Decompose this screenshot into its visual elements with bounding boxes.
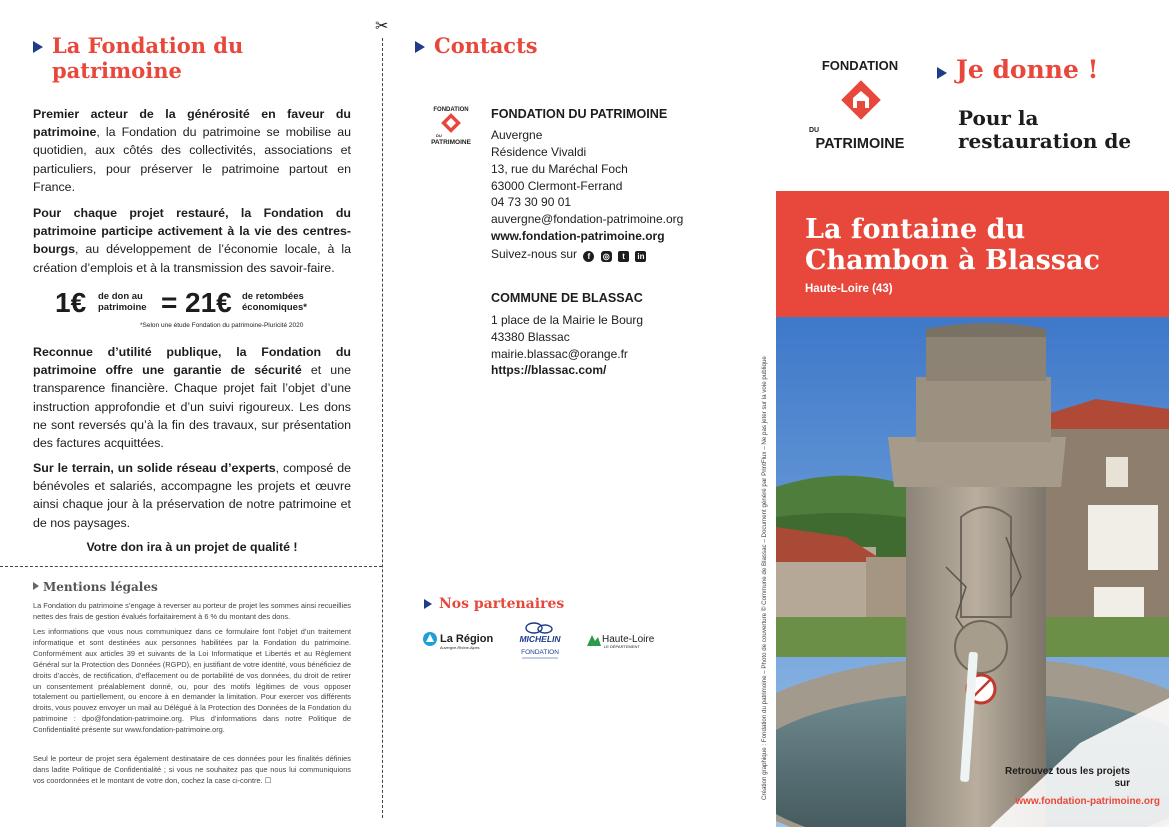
contact-foundation-line: 63000 Clermont-Ferrand bbox=[491, 179, 623, 193]
svg-text:Auvergne-Rhône-Alpes: Auvergne-Rhône-Alpes bbox=[440, 646, 480, 650]
fondation-small-logo bbox=[428, 105, 474, 147]
stat-footnote: *Selon une étude Fondation du patrimoine-Pluricité 2020 bbox=[140, 322, 304, 329]
paragraph-projects: Pour chaque projet restauré, la Fondation du patrimoine participe activement à la vie des centres-bourgs, au développement de l’économie locale, à la création d’emplois et à la transmission des savoir-faire. bbox=[33, 206, 351, 275]
svg-text:Haute-Loire: Haute-Loire bbox=[602, 634, 655, 645]
stat-right-value: 21€ bbox=[185, 287, 232, 318]
svg-text:PATRIMOINE: PATRIMOINE bbox=[431, 139, 471, 146]
svg-text:PATRIMOINE: PATRIMOINE bbox=[815, 136, 905, 152]
svg-text:La Région: La Région bbox=[440, 633, 494, 645]
contact-foundation-line: Auvergne bbox=[491, 128, 543, 142]
triangle-bullet-icon bbox=[33, 41, 43, 53]
project-title: La fontaine du Chambon à Blassac bbox=[805, 214, 1100, 276]
triangle-bullet-icon bbox=[415, 41, 425, 53]
twitter-icon[interactable]: t bbox=[618, 251, 629, 262]
stat-right-text: de retombées économiques* bbox=[242, 291, 307, 313]
contact-foundation-phone: 04 73 30 90 01 bbox=[491, 195, 572, 209]
paragraph-public-utility: Reconnue d’utilité publique, la Fondation du patrimoine offre une garantie de sécurité et une transparence financière. Chaque projet fait l’objet d’une instruction approfondie et d’un suivi rigoureux. Les dons ne sont reversés qu’à la fin des travaux, sur présentation des factures acquittées. bbox=[33, 345, 351, 451]
triangle-bullet-icon bbox=[424, 599, 432, 609]
michelin-foundation-logo bbox=[512, 622, 572, 662]
contact-foundation-name: FONDATION DU PATRIMOINE bbox=[491, 107, 668, 121]
svg-text:FONDATION: FONDATION bbox=[433, 107, 469, 113]
project-banner bbox=[776, 191, 1169, 317]
contact-foundation-line: 13, rue du Maréchal Foch bbox=[491, 162, 628, 176]
project-location: Haute-Loire (43) bbox=[805, 283, 893, 295]
fold-line-vertical bbox=[382, 38, 383, 818]
legal-mentions-title: Mentions légales bbox=[33, 580, 158, 594]
svg-text:FONDATION: FONDATION bbox=[821, 58, 899, 73]
facebook-icon[interactable]: f bbox=[583, 251, 594, 262]
contact-commune-line: 43380 Blassac bbox=[491, 330, 570, 344]
svg-text:MICHELIN: MICHELIN bbox=[519, 634, 561, 644]
contact-commune-email[interactable]: mairie.blassac@orange.fr bbox=[491, 347, 628, 361]
stat-left-value: 1€ bbox=[55, 287, 87, 318]
donation-impact-stat bbox=[55, 287, 355, 327]
paragraph-intro: Premier acteur de la générosité en faveur du patrimoine, la Fondation du patrimoine se mobilise au quotidien, aux côtés des collectivités, associations et particuliers, pour préserver le patrimoine partout en France. bbox=[33, 107, 351, 194]
svg-text:FONDATION: FONDATION bbox=[521, 649, 559, 656]
legal-paragraph-optout: Seul le porteur de projet sera également destinataire de ces données pour les finalités définies dans ladite Politique de Confidentialité ; si vous ne souhaitez pas que nous lui communiquions vos coordonnées et le montant de votre don, cochez la case ci-contre. ☐ bbox=[33, 754, 351, 785]
instagram-icon[interactable]: ◎ bbox=[601, 251, 612, 262]
cut-line-horizontal bbox=[0, 566, 382, 567]
scissors-icon: ✂ bbox=[375, 18, 389, 35]
overlay-website-link[interactable]: www.fondation-patrimoine.org bbox=[1015, 796, 1160, 807]
closing-line: Votre don ira à un projet de qualité ! bbox=[86, 540, 298, 554]
legal-paragraph-fees: La Fondation du patrimoine s’engage à reverser au porteur de projet les sommes ainsi recueillies nettes des frais de gestion évalués forfaitairement à 6 % du montant des dons. bbox=[33, 601, 351, 621]
contact-foundation-website[interactable]: www.fondation-patrimoine.org bbox=[491, 229, 665, 243]
fondation-main-logo bbox=[805, 56, 915, 156]
triangle-bullet-icon bbox=[33, 582, 39, 590]
svg-text:DU: DU bbox=[809, 127, 820, 134]
contact-commune-name: COMMUNE DE BLASSAC bbox=[491, 291, 643, 305]
contact-foundation-email[interactable]: auvergne@fondation-patrimoine.org bbox=[491, 212, 684, 226]
svg-text:DU: DU bbox=[436, 133, 442, 138]
haute-loire-logo bbox=[585, 622, 663, 662]
social-follow-row: Suivez-nous sur f ◎ t in bbox=[491, 247, 645, 261]
stat-left-text: de don au patrimoine bbox=[98, 291, 147, 313]
website-callout-overlay bbox=[990, 698, 1169, 827]
contact-commune-line: 1 place de la Mairie le Bourg bbox=[491, 313, 644, 327]
photo-credits: Création graphique : Fondation du patrimoine – Photo de couverture © Commune de Blassac – Document généré par PrintFlux – Ne pas jeter sur la voie publique bbox=[761, 356, 768, 800]
paragraph-experts: Sur le terrain, un solide réseau d’experts, composé de bénévoles et salariés, accompagne les projets et œuvre ainsi chaque jour à la préservation de notre patrimoine et de nos paysages. bbox=[33, 461, 352, 530]
legal-paragraph-gdpr: Les informations que vous nous communiquez dans ce formulaire font l’objet d’un traitement informatique et sont destinées aux personnes habilitées par la Fondation du patrimoine. Conformément aux articles 39 et suivants de la Loi Informatique et Libertés et au Règlement Général sur la Protection des Données (RGPD), en justifiant de votre identité, vous bénéficiez de droits d’accès, de rectification, d’effacement ou de portabilité de vos données, du droit de retirer un consentement préalablement donné, ou, pour des motifs légitimes de vous opposer totalement ou partiellement, ou encore à en demander la limitation. Pour exercer vos différents droits, vous pouvez envoyer un mail au Délégué à la Protection des Données de la Fondation du patrimoine : dpo@fondation-patrimoine.org. Plus d’informations dans notre Politique de Confidentialité présente sur www.fondation-patrimoine.org. bbox=[33, 627, 351, 735]
linkedin-icon[interactable]: in bbox=[637, 252, 645, 261]
restoration-subtitle: Pour la restauration de bbox=[958, 106, 1132, 153]
contact-commune-website[interactable]: https://blassac.com/ bbox=[491, 363, 607, 377]
triangle-bullet-icon bbox=[937, 67, 947, 79]
region-logo bbox=[422, 622, 500, 662]
contact-foundation-line: Résidence Vivaldi bbox=[491, 145, 587, 159]
overlay-text: Retrouvez tous les projets sur bbox=[1004, 766, 1130, 789]
stat-equals: = bbox=[161, 287, 178, 318]
foundation-panel: La Fondation du patrimoine Premier acteur de la générosité en faveur du patrimoine, la Fondation du patrimoine se mobilise au quotidien, aux côtés des collectivités, associations et particuliers, pour préserver le patrimoine partout en France. Pour chaque projet restauré, la Fondation du patrimoine participe activement à la vie des centres-bourgs, au développement de l’économie locale, à la création d’emplois et à la transmission des savoir-faire. 1€ de don au patrimoine = 21€ de retombées économiques* *Selon une étude Fondation du patrimoine-Pluricité 2020 Reconnue d’utilité publique, la Fondation du patrimoine offre une garantie de sécurité et une transparence financière. Chaque projet fait l’objet d’une instruction approfondie et d’un suivi rigoureux. Les dons ne sont reversés qu’à la fin des travaux, sur présentation des factures acquittées. Sur le terrain, un solide réseau d’experts, composé de bénévoles et salariés, accompagne les projets et œuvre ainsi chaque jour à la préservation de notre patrimoine et de nos paysages. Votre don ira à un projet de qualité ! bbox=[0, 0, 380, 827]
svg-text:LE DÉPARTEMENT: LE DÉPARTEMENT bbox=[604, 644, 640, 649]
